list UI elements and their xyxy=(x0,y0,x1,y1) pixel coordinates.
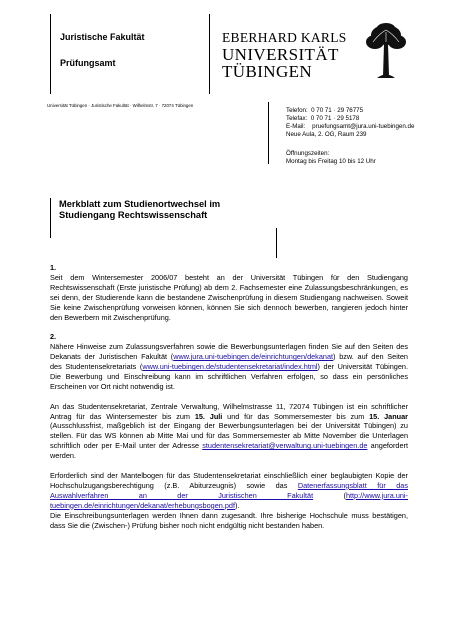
logo-universitaet: UNIVERSITÄT xyxy=(222,45,339,64)
opening-hours xyxy=(286,150,376,166)
paragraph-application-d: angefordert werden. xyxy=(50,441,408,461)
deadline-summer: 15. Januar xyxy=(369,411,409,421)
paragraph-requirements xyxy=(50,471,408,530)
palm-tree-logo-icon xyxy=(365,22,407,80)
contact-block xyxy=(286,107,414,139)
office-name: Prüfungsamt xyxy=(60,58,116,68)
paragraph-application-c: (Ausschlussfrist, maßgeblich ist der Eingang der Bewerbungsunterlagen bei der Universität Tübingen) zu stellen. Für das WS können ab Mitte Mai und für das Sommersemester ab Mitte November die Unterlagen schriftlich oder per E-Mail unter der Adresse xyxy=(50,421,408,451)
datenerfassungsblatt-link[interactable]: Datenerfassungsblatt für das Auswahlverfahren an der Juristischen Fakultät xyxy=(50,480,408,500)
logo-tuebingen: TÜBINGEN xyxy=(222,62,313,81)
faculty-box xyxy=(50,14,210,94)
contact-address: Neue Aula, 2. OG, Raum 239 xyxy=(286,130,367,138)
section-2-text-b: ) bzw. auf den Seiten des Studentensekretariats ( xyxy=(50,352,408,372)
dekanat-link[interactable]: www.jura.uni-tuebingen.de/einrichtungen/dekanat xyxy=(173,352,334,362)
section-1-number: 1. xyxy=(50,263,57,272)
paragraph-requirements-b: ( xyxy=(313,490,346,500)
logo-eberhard-karls: EBERHARD KARLS xyxy=(222,30,347,45)
paragraph-application-b: und für das Sommersemester bis zum xyxy=(222,411,370,421)
document-title: Merkblatt zum Studienortwechsel im Studiengang Rechtswissenschaft xyxy=(59,199,221,220)
title-bracket-left xyxy=(50,198,51,238)
paragraph-application-a: An das Studentensekretariat, Zentrale Verwaltung, Wilhelmstrasse 11, 72074 Tübingen ist ein schriftlicher Antrag für das Wintersemester bis zum xyxy=(50,401,408,421)
sender-line: Universität Tübingen · Juristische Fakultät · Wilhelmstr. 7 · 72074 Tübingen xyxy=(47,103,194,108)
opening-hours-label: Öffnungszeiten: xyxy=(286,150,330,157)
section-2-text xyxy=(50,342,408,392)
contact-divider xyxy=(268,102,269,164)
faculty-name: Juristische Fakultät xyxy=(60,32,145,42)
section-2-text-a: Nähere Hinweise zum Zulassungsverfahren sowie die Bewerbungsunterlagen finden Sie auf den Seiten des Dekanats der Juristischen Fakultät ( xyxy=(50,342,408,362)
paragraph-requirements-c: ). xyxy=(235,500,240,510)
erhebungsbogen-link[interactable]: http://www.jura.uni-tuebingen.de/einrichtungen/dekanat/erhebungsbogen.pdf xyxy=(50,490,408,510)
document-body xyxy=(50,263,408,540)
paragraph-requirements-a: Erforderlich sind der Mantelbogen für das Studentensekretariat einschließlich einer beglaubigten Kopie der Hochschulzugangsberechtigung (z.B. Abiturzeugnis) sowie das xyxy=(50,470,408,490)
title-bracket-right xyxy=(276,228,277,258)
email-link[interactable]: studentensekretariat@verwaltung.uni-tuebingen.de xyxy=(202,441,368,451)
contact-fax: Telefax: 0 70 71 · 29 5178 xyxy=(286,114,360,122)
paragraph-requirements-d: Die Einschreibungsunterlagen werden Ihnen dann zugesandt. Ihre bisherige Hochschule muss bestätigen, dass Sie die (Zwischen-) Prüfung bisher noch nicht endgültig nicht bestanden haben. xyxy=(50,510,408,530)
section-1-text: Seit dem Wintersemester 2006/07 besteht an der Universität Tübingen für den Studiengang Rechtswissenschaft (Erste juristische Prüfung) ab dem 2. Fachsemester eine Zulassungsbeschränkungen, es sei denn, der Studierende kann die bestandene Zwischenprüfung in diesem Studiengang nachweisen. Soweit Sie keine Zwischenprüfung vorweisen können, können Sie sich dennoch bewerben, rangieren jedoch hinter den Bewerbern mit Zwischenprüfung. xyxy=(50,272,408,322)
studentensekretariat-link[interactable]: www.uni-tuebingen.de/studentensekretariat/index.html xyxy=(142,362,318,372)
opening-hours-value: Montag bis Freitag 10 bis 12 Uhr xyxy=(286,157,376,165)
contact-phone: Telefon: 0 70 71 · 29 76775 xyxy=(286,107,364,114)
section-2-text-c: ) der Universität Tübingen. Die Bewerbung und Einschreibung kann im schriftlichen Verfahren erfolgen, so dass ein persönliches Erscheinen vor Ort nicht notwendig ist. xyxy=(50,362,408,391)
contact-email[interactable]: E-Mail: pruefungsamt@jura.uni-tuebingen.de xyxy=(286,122,415,130)
paragraph-application xyxy=(50,402,408,461)
deadline-winter: 15. Juli xyxy=(194,411,223,421)
section-2-number: 2. xyxy=(50,332,57,342)
